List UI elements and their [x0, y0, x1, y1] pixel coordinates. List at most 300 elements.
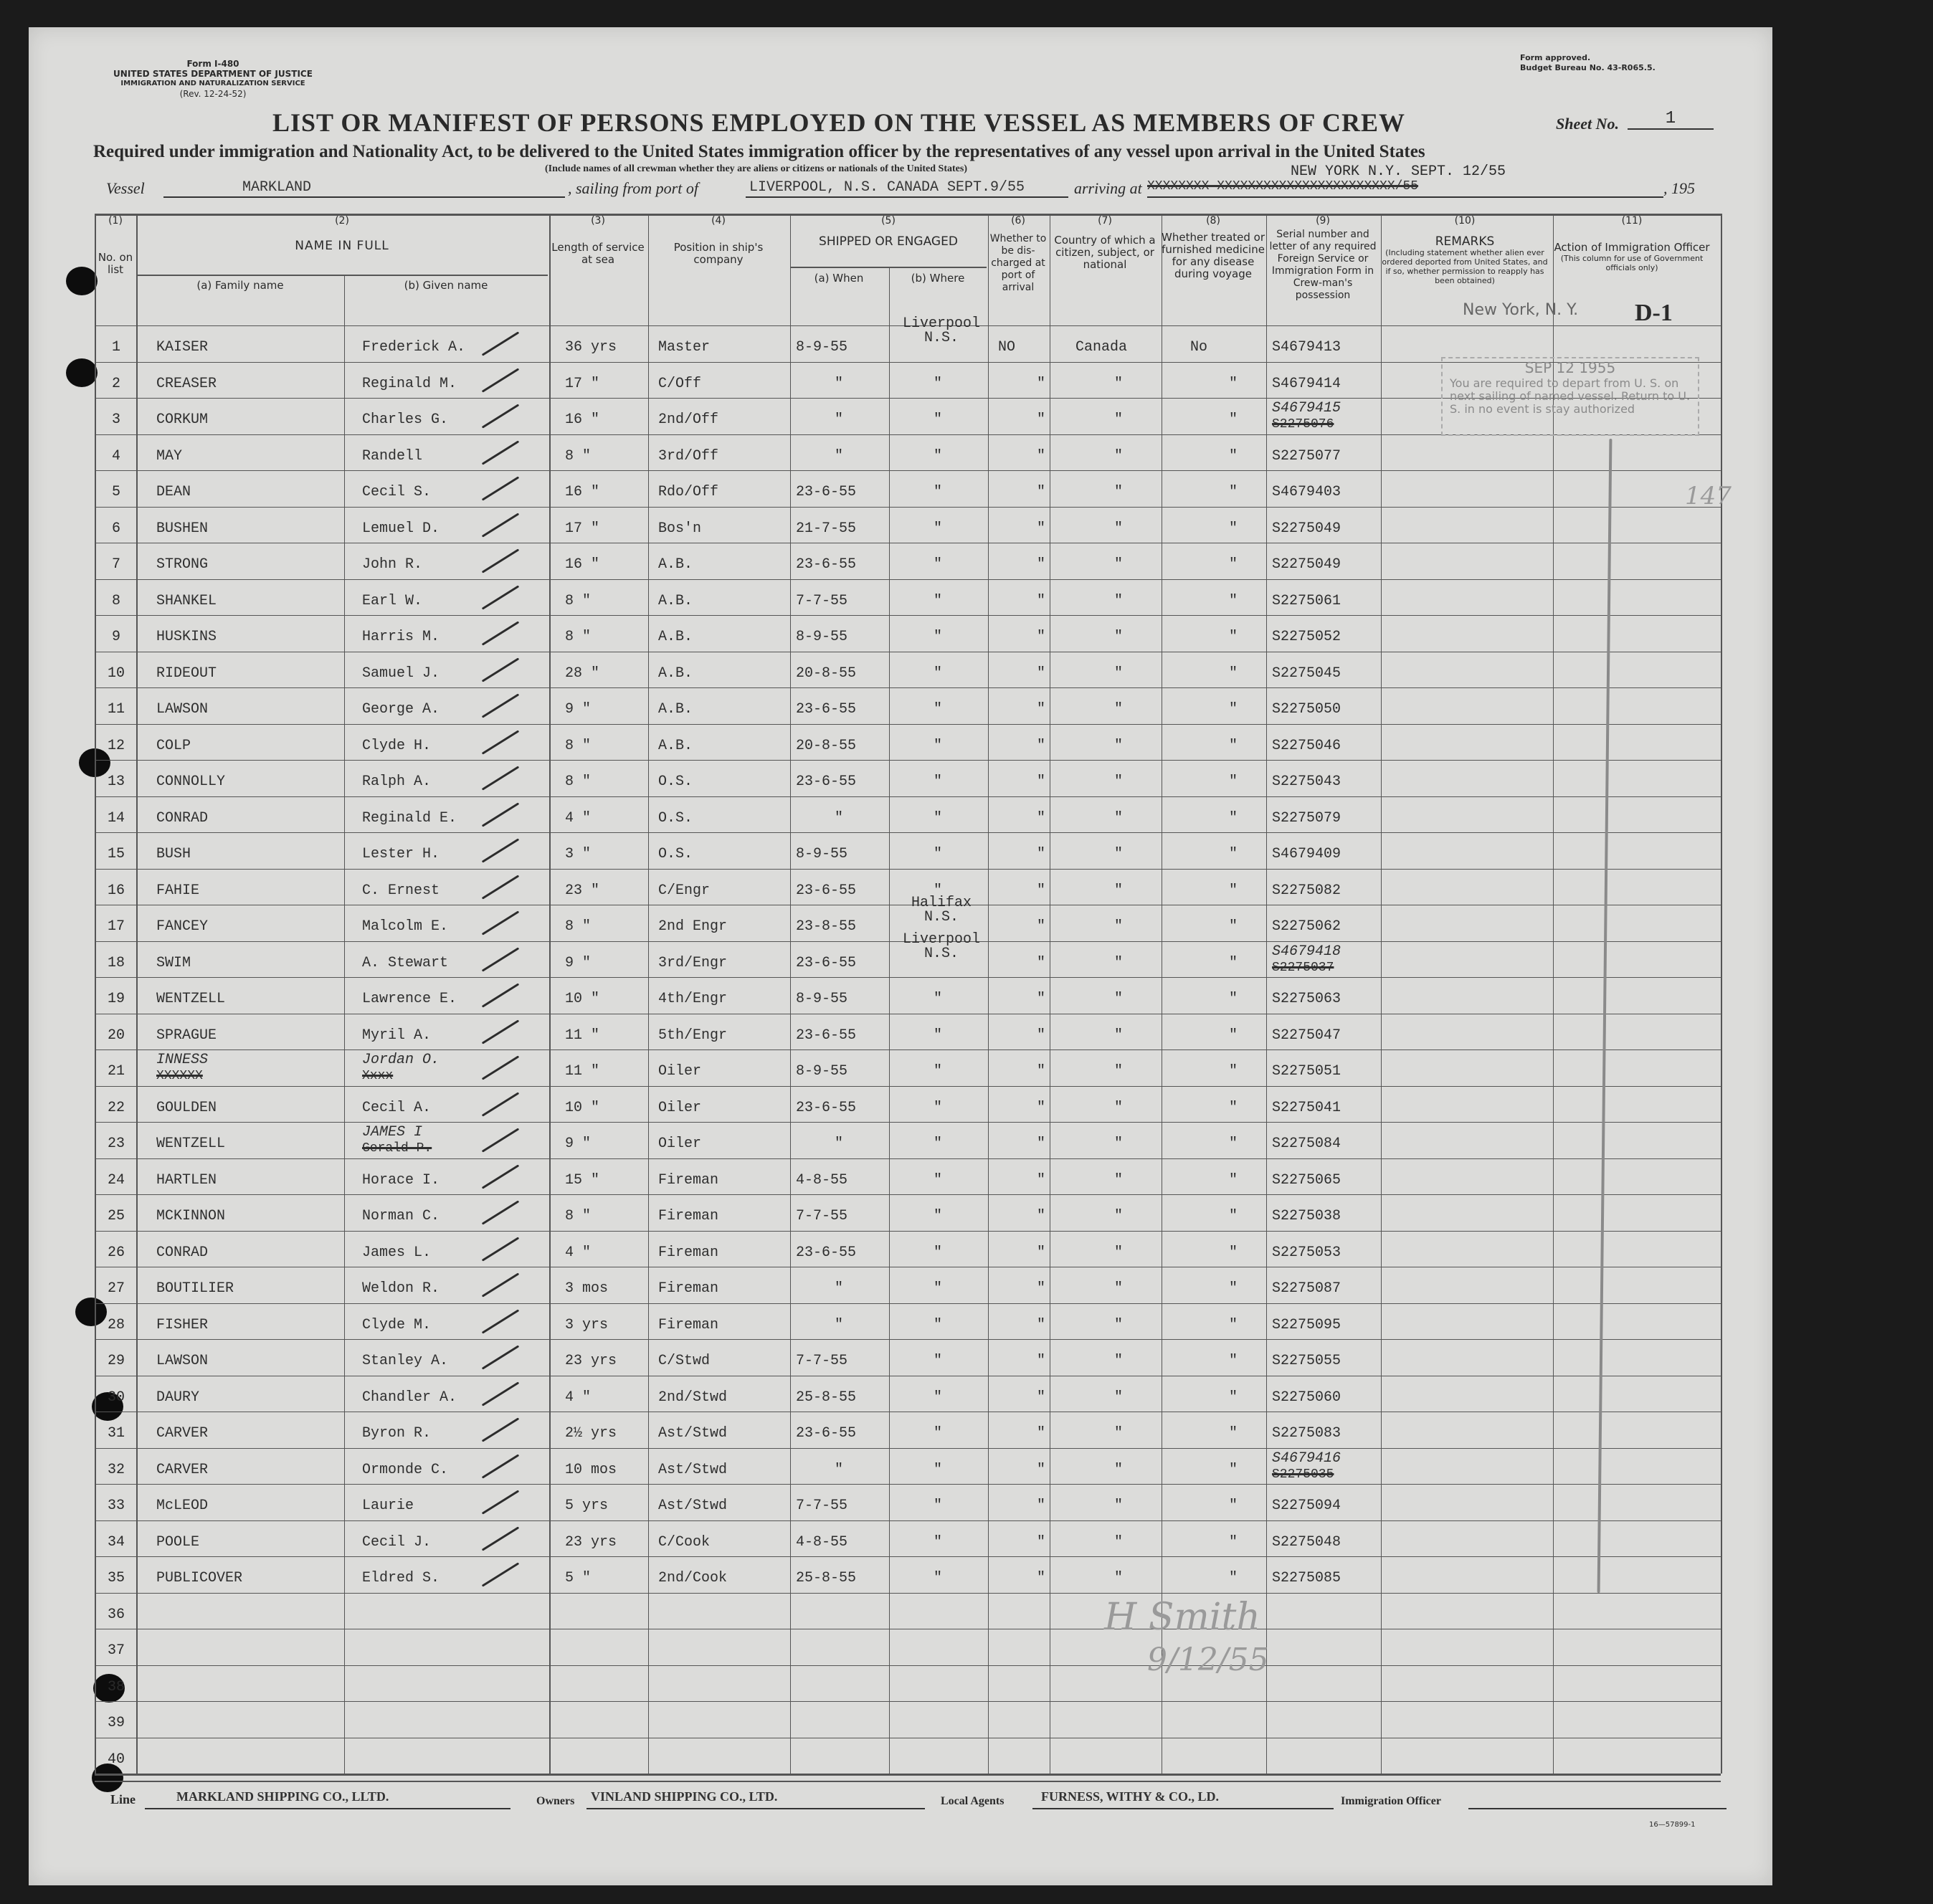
family-name: BUSH — [156, 846, 191, 862]
discharged: " — [1036, 1316, 1045, 1333]
service-length: 17 " — [565, 375, 600, 392]
row-number: 25 — [107, 1208, 125, 1224]
shipped-when: 8-9-55 — [796, 846, 848, 862]
line-label: Line — [110, 1792, 136, 1807]
discharged: " — [1036, 665, 1045, 682]
country: " — [1113, 1570, 1123, 1586]
shipped-when: 21-7-55 — [796, 520, 857, 537]
line-name: MARKLAND SHIPPING CO., LLTD. — [176, 1789, 389, 1804]
stamp-text: You are required to depart from U. S. on next sailing of named vessel. Return to U. S. in no event is stay authorized — [1450, 376, 1691, 416]
discharged: " — [1036, 484, 1045, 500]
serial-number: S4679403 — [1272, 484, 1341, 500]
country: " — [1113, 1425, 1123, 1442]
shipped-where: " — [933, 375, 942, 392]
row-rule — [95, 1520, 1721, 1521]
family-name: LAWSON — [156, 1353, 209, 1369]
row-number: 2 — [111, 375, 120, 392]
discharged: " — [1036, 809, 1045, 827]
country: " — [1113, 1461, 1123, 1478]
country: " — [1113, 1063, 1123, 1080]
family-name: CONRAD — [156, 1244, 209, 1261]
discharged: " — [1036, 1425, 1045, 1442]
row-number: 7 — [111, 556, 120, 573]
column-rule — [1381, 214, 1382, 1774]
country: " — [1113, 1099, 1123, 1116]
given-name: James L. — [362, 1244, 432, 1261]
shipped-when: 7-7-55 — [796, 1208, 848, 1224]
given-name: Norman C. — [362, 1208, 440, 1224]
col3-header: (3) Length of service at sea — [551, 215, 645, 266]
row-rule — [790, 267, 987, 268]
given-name: Lawrence E. — [362, 991, 457, 1007]
col4-header: (4) Position in ship's company — [673, 215, 764, 266]
service-length: 3 mos — [565, 1280, 609, 1297]
arriving-label: arriving at — [1074, 179, 1142, 197]
treated: " — [1228, 1063, 1238, 1080]
given-name: Eldred S. — [362, 1570, 440, 1586]
given-name: John R. — [362, 556, 423, 573]
family-name: SHANKEL — [156, 592, 217, 609]
position: Master — [658, 339, 711, 356]
position: 2nd/Stwd — [658, 1389, 728, 1406]
sheet-label: Sheet No. — [1556, 115, 1619, 133]
serial-number: S2275046 — [1272, 737, 1341, 754]
position: A.B. — [658, 556, 693, 573]
serial-number: S2275048 — [1272, 1533, 1341, 1551]
serial-number: S4679409 — [1272, 846, 1341, 862]
treated: " — [1228, 1280, 1238, 1297]
sailing-label: , sailing from port of — [568, 179, 698, 197]
shipped-where: " — [933, 809, 942, 827]
row-rule — [95, 724, 1721, 725]
row-number: 30 — [107, 1389, 125, 1406]
row-number: 36 — [107, 1606, 125, 1623]
col9-header: (9) Serial number and letter of any required Foreign Service or Immigration Form in Crew-man's possession — [1269, 215, 1377, 301]
position: A.B. — [658, 701, 693, 718]
country: " — [1113, 701, 1123, 718]
row-number: 31 — [107, 1425, 125, 1442]
serial-number: S2275079 — [1272, 809, 1341, 827]
position: O.S. — [658, 809, 693, 827]
shipped-where: " — [933, 774, 942, 790]
given-name: Earl W. — [362, 592, 423, 609]
service-length: 4 " — [565, 1244, 592, 1261]
column-rule — [1721, 214, 1722, 1774]
given-name: Jordan O. — [362, 1052, 440, 1068]
position: C/Stwd — [658, 1353, 711, 1369]
serial-number: S2275052 — [1272, 629, 1341, 645]
serial-number: S2275047 — [1272, 1027, 1341, 1044]
row-rule — [95, 1774, 1721, 1776]
row-rule — [95, 1781, 1721, 1782]
agents-label: Local Agents — [941, 1795, 1005, 1807]
shipped-where: " — [933, 1533, 942, 1551]
family-name: BOUTILIER — [156, 1280, 234, 1297]
discharged: " — [1036, 447, 1045, 465]
treated: " — [1228, 991, 1238, 1007]
row-number: 17 — [107, 918, 125, 935]
family-name: CORKUM — [156, 411, 209, 428]
row-rule — [95, 470, 1721, 471]
shipped-when: 25-8-55 — [796, 1570, 857, 1586]
position: C/Cook — [658, 1533, 711, 1551]
given-name: Ralph A. — [362, 774, 432, 790]
given-name: Ormonde C. — [362, 1461, 449, 1478]
shipped-when: 23-6-55 — [796, 484, 857, 500]
row-number: 6 — [111, 520, 120, 537]
given-name: C. Ernest — [362, 882, 440, 899]
serial-number: S2275061 — [1272, 592, 1341, 609]
treated: " — [1228, 1244, 1238, 1261]
given-name: Reginald E. — [362, 809, 457, 827]
column-rule — [1266, 214, 1267, 1774]
col5-header: (5) SHIPPED OR ENGAGED — [819, 215, 958, 249]
shipped-where: " — [933, 1389, 942, 1406]
family-name-struck: XXXXXX — [156, 1069, 203, 1083]
service-length: 28 " — [565, 665, 600, 682]
treated: " — [1228, 1461, 1238, 1478]
discharged: " — [1036, 1570, 1045, 1586]
discharged: " — [1036, 1389, 1045, 1406]
row-number: 22 — [107, 1099, 125, 1116]
country: " — [1113, 1316, 1123, 1333]
revision-date: (Rev. 12-24-52) — [179, 89, 247, 99]
stamp-date: SEP 12 1955 — [1524, 359, 1616, 376]
shipped-when: 23-6-55 — [796, 1244, 857, 1261]
row-rule — [95, 1158, 1721, 1159]
treated: " — [1228, 954, 1238, 971]
row-number: 16 — [107, 882, 125, 899]
family-name: GOULDEN — [156, 1099, 217, 1116]
discharged: " — [1036, 1063, 1045, 1080]
treated: " — [1228, 774, 1238, 790]
page-subtitle: Required under immigration and Nationality Act, to be delivered to the United States immigration officer by the representatives of any vessel upon arrival in the United States — [93, 142, 1425, 161]
row-number: 37 — [107, 1642, 125, 1659]
treated: " — [1228, 1389, 1238, 1406]
given-name: Myril A. — [362, 1027, 432, 1044]
family-name: POOLE — [156, 1533, 200, 1551]
column-rule — [889, 267, 890, 1774]
country: " — [1113, 1533, 1123, 1551]
country: " — [1113, 1027, 1123, 1044]
shipped-where: " — [933, 1316, 942, 1333]
serial-number: S2275094 — [1272, 1498, 1341, 1514]
treated: " — [1228, 737, 1238, 754]
position: Oiler — [658, 1136, 702, 1152]
shipped-when: 4-8-55 — [796, 1171, 848, 1189]
service-length: 17 " — [565, 520, 600, 537]
discharged: " — [1036, 1461, 1045, 1478]
position: 2nd/Cook — [658, 1570, 728, 1586]
treated: " — [1228, 1570, 1238, 1586]
shipped-when: 7-7-55 — [796, 592, 848, 609]
column-rule — [1553, 214, 1554, 1774]
row-number: 20 — [107, 1027, 125, 1044]
given-name: Charles G. — [362, 411, 449, 428]
serial-number: S2275087 — [1272, 1280, 1341, 1297]
approval-note — [1520, 53, 1728, 73]
discharged: " — [1036, 846, 1045, 862]
serial-number: S2275043 — [1272, 774, 1341, 790]
service-length: 8 " — [565, 629, 592, 645]
position: A.B. — [658, 737, 693, 754]
given-name: Samuel J. — [362, 665, 440, 682]
serial-number: S2275049 — [1272, 520, 1341, 537]
serial-number: S2275055 — [1272, 1353, 1341, 1369]
shipped-when: " — [834, 447, 843, 465]
family-name: CARVER — [156, 1461, 209, 1478]
serial-number: S2275053 — [1272, 1244, 1341, 1261]
row-number: 12 — [107, 737, 125, 754]
family-name: WENTZELL — [156, 1136, 226, 1152]
position: Ast/Stwd — [658, 1425, 728, 1442]
treated: " — [1228, 592, 1238, 609]
shipped-when: 23-6-55 — [796, 1027, 857, 1044]
family-name: MAY — [156, 447, 183, 465]
shipped-when: 8-9-55 — [796, 991, 848, 1007]
service-length: 23 yrs — [565, 1353, 617, 1369]
shipped-when: 23-6-55 — [796, 1099, 857, 1116]
treated: " — [1228, 375, 1238, 392]
position: Bos'n — [658, 520, 702, 537]
family-name: FANCEY — [156, 918, 209, 935]
family-name: STRONG — [156, 556, 209, 573]
serial-number: S2275085 — [1272, 1570, 1341, 1586]
column-rule — [790, 214, 791, 1774]
family-name: PUBLICOVER — [156, 1570, 243, 1586]
family-name: MCKINNON — [156, 1208, 226, 1224]
discharged: " — [1036, 629, 1045, 645]
shipped-where: " — [933, 1498, 942, 1514]
serial-number: S2275082 — [1272, 882, 1341, 899]
country: " — [1113, 954, 1123, 971]
shipped-where: " — [933, 556, 942, 573]
col2-header: (2) NAME IN FULL — [295, 215, 389, 253]
row-number: 9 — [111, 629, 120, 645]
shipped-when: 8-9-55 — [796, 339, 848, 356]
shipped-where: " — [933, 846, 942, 862]
family-name: RIDEOUT — [156, 665, 217, 682]
country: " — [1113, 1208, 1123, 1224]
family-name: McLEOD — [156, 1498, 209, 1514]
discharged: " — [1036, 918, 1045, 935]
given-name: Chandler A. — [362, 1389, 457, 1406]
serial-number-struck: S2275035 — [1272, 1467, 1334, 1482]
position: Fireman — [658, 1244, 719, 1261]
service-length: 8 " — [565, 737, 592, 754]
serial-number: S2275045 — [1272, 665, 1341, 682]
treated: " — [1228, 1498, 1238, 1514]
position: 3rd/Engr — [658, 954, 728, 971]
row-number: 19 — [107, 991, 125, 1007]
position: Fireman — [658, 1280, 719, 1297]
treated: " — [1228, 484, 1238, 500]
treated: " — [1228, 447, 1238, 465]
discharged: " — [1036, 1280, 1045, 1297]
shipped-when: 8-9-55 — [796, 629, 848, 645]
row-number: 38 — [107, 1678, 125, 1695]
treated: " — [1228, 665, 1238, 682]
shipped-where: " — [933, 1208, 942, 1224]
service-length: 3 yrs — [565, 1316, 609, 1333]
service-length: 8 " — [565, 918, 592, 935]
column-rule — [344, 275, 345, 1774]
shipped-when: 20-8-55 — [796, 737, 857, 754]
given-name: Lemuel D. — [362, 520, 440, 537]
shipped-when: 25-8-55 — [796, 1389, 857, 1406]
service-length: 9 " — [565, 954, 592, 971]
shipped-where: " — [933, 665, 942, 682]
row-rule — [95, 507, 1721, 508]
budget-bureau: Budget Bureau No. 43-R065.5. — [1520, 63, 1656, 72]
country: " — [1113, 484, 1123, 500]
treated: " — [1228, 1533, 1238, 1551]
service-length: 4 " — [565, 1389, 592, 1406]
treated: " — [1228, 411, 1238, 428]
family-name: FISHER — [156, 1316, 209, 1333]
service-name: IMMIGRATION AND NATURALIZATION SERVICE — [120, 80, 305, 87]
row-number: 1 — [111, 339, 120, 356]
margin-number: 147 — [1685, 482, 1732, 510]
given-name: George A. — [362, 701, 440, 718]
shipped-where: Halifax N.S. — [911, 895, 972, 925]
shipped-when: 23-6-55 — [796, 882, 857, 899]
discharged: " — [1036, 1533, 1045, 1551]
service-length: 16 " — [565, 411, 600, 428]
service-length: 11 " — [565, 1063, 600, 1080]
shipped-when: 8-9-55 — [796, 1063, 848, 1080]
shipped-when: 23-6-55 — [796, 701, 857, 718]
vessel-label: Vessel — [106, 179, 145, 197]
row-number: 4 — [111, 447, 120, 465]
serial-number: S2275038 — [1272, 1208, 1341, 1224]
row-number: 18 — [107, 954, 125, 971]
family-name: BUSHEN — [156, 520, 209, 537]
serial-number: S4679418 — [1272, 943, 1341, 960]
position: O.S. — [658, 774, 693, 790]
treated: " — [1228, 1136, 1238, 1152]
country: Canada — [1075, 339, 1128, 356]
row-rule — [136, 275, 548, 276]
form-number: Form I-480 — [186, 59, 239, 69]
row-rule — [95, 796, 1721, 797]
service-length: 8 " — [565, 774, 592, 790]
row-rule — [95, 1122, 1721, 1123]
country: " — [1113, 1353, 1123, 1369]
shipped-where: " — [933, 1244, 942, 1261]
position: Fireman — [658, 1316, 719, 1333]
col6-header: (6) Whether to be dis-charged at port of arrival — [989, 215, 1047, 293]
family-name: WENTZELL — [156, 991, 226, 1007]
treated: " — [1228, 629, 1238, 645]
serial-number: S4679413 — [1272, 339, 1341, 356]
given-name: Byron R. — [362, 1425, 432, 1442]
shipped-where: " — [933, 411, 942, 428]
position: 2nd/Off — [658, 411, 719, 428]
row-number: 3 — [111, 411, 120, 428]
service-length: 8 " — [565, 447, 592, 465]
row-number: 29 — [107, 1353, 125, 1369]
row-rule — [95, 832, 1721, 833]
row-rule — [95, 869, 1721, 870]
family-name: INNESS — [156, 1052, 209, 1068]
family-name: SWIM — [156, 954, 191, 971]
family-name-header: (a) Family name — [196, 279, 284, 292]
row-number: 23 — [107, 1136, 125, 1152]
family-name: KAISER — [156, 339, 209, 356]
given-name: Randell — [362, 447, 423, 465]
position: 2nd Engr — [658, 918, 728, 935]
discharged: " — [1036, 1027, 1045, 1044]
shipped-where: " — [933, 1280, 942, 1297]
discharged: " — [1036, 1171, 1045, 1189]
shipped-where: " — [933, 484, 942, 500]
arrival-note: NEW YORK N.Y. SEPT. 12/55 — [1291, 163, 1506, 180]
position: Fireman — [658, 1171, 719, 1189]
where-header: (b) Where — [911, 272, 965, 285]
service-length: 23 yrs — [565, 1533, 617, 1551]
row-number: 14 — [107, 809, 125, 827]
row-number: 27 — [107, 1280, 125, 1297]
serial-number: S2275051 — [1272, 1063, 1341, 1080]
given-name-header: (b) Given name — [404, 279, 488, 292]
col11-header: (11) Action of Immigration Officer (This column for use of Government officials only) — [1554, 215, 1710, 272]
treated: " — [1228, 809, 1238, 827]
service-length: 5 " — [565, 1570, 592, 1586]
given-name: Harris M. — [362, 629, 440, 645]
country: " — [1113, 1280, 1123, 1297]
country: " — [1113, 411, 1123, 428]
discharged: " — [1036, 701, 1045, 718]
discharged: " — [1036, 991, 1045, 1007]
country: " — [1113, 882, 1123, 899]
row-rule — [95, 1049, 1721, 1050]
country: " — [1113, 629, 1123, 645]
treated: " — [1228, 1099, 1238, 1116]
service-length: 16 " — [565, 556, 600, 573]
shipped-where: Liverpool N.S. — [902, 930, 981, 962]
row-rule — [95, 1593, 1721, 1594]
discharged: " — [1036, 954, 1045, 971]
family-name: CARVER — [156, 1425, 209, 1442]
serial-number: S2275049 — [1272, 556, 1341, 573]
row-rule — [95, 615, 1721, 616]
row-number: 35 — [107, 1570, 125, 1586]
country: " — [1113, 809, 1123, 827]
departure-stamp — [1441, 357, 1699, 436]
shipped-where: " — [933, 520, 942, 537]
given-name: Stanley A. — [362, 1353, 449, 1369]
col1-header: (1) No. on list — [98, 215, 133, 276]
sheet-number: 1 — [1628, 109, 1714, 130]
column-rule — [988, 214, 989, 1774]
shipped-where: " — [933, 1027, 942, 1044]
family-name: COLP — [156, 737, 191, 754]
shipped-where: " — [933, 447, 942, 465]
discharged: " — [1036, 1136, 1045, 1152]
service-length: 8 " — [565, 1208, 592, 1224]
country: " — [1113, 592, 1123, 609]
row-number: 24 — [107, 1171, 125, 1189]
row-number: 40 — [107, 1751, 125, 1768]
country: " — [1113, 1498, 1123, 1514]
action-port: New York, N. Y. — [1463, 301, 1579, 319]
shipped-when: 23-6-55 — [796, 556, 857, 573]
position: A.B. — [658, 592, 693, 609]
country: " — [1113, 520, 1123, 537]
col8-header: (8) Whether treated or furnished medicine for any disease during voyage — [1162, 215, 1265, 280]
treated: " — [1228, 918, 1238, 935]
